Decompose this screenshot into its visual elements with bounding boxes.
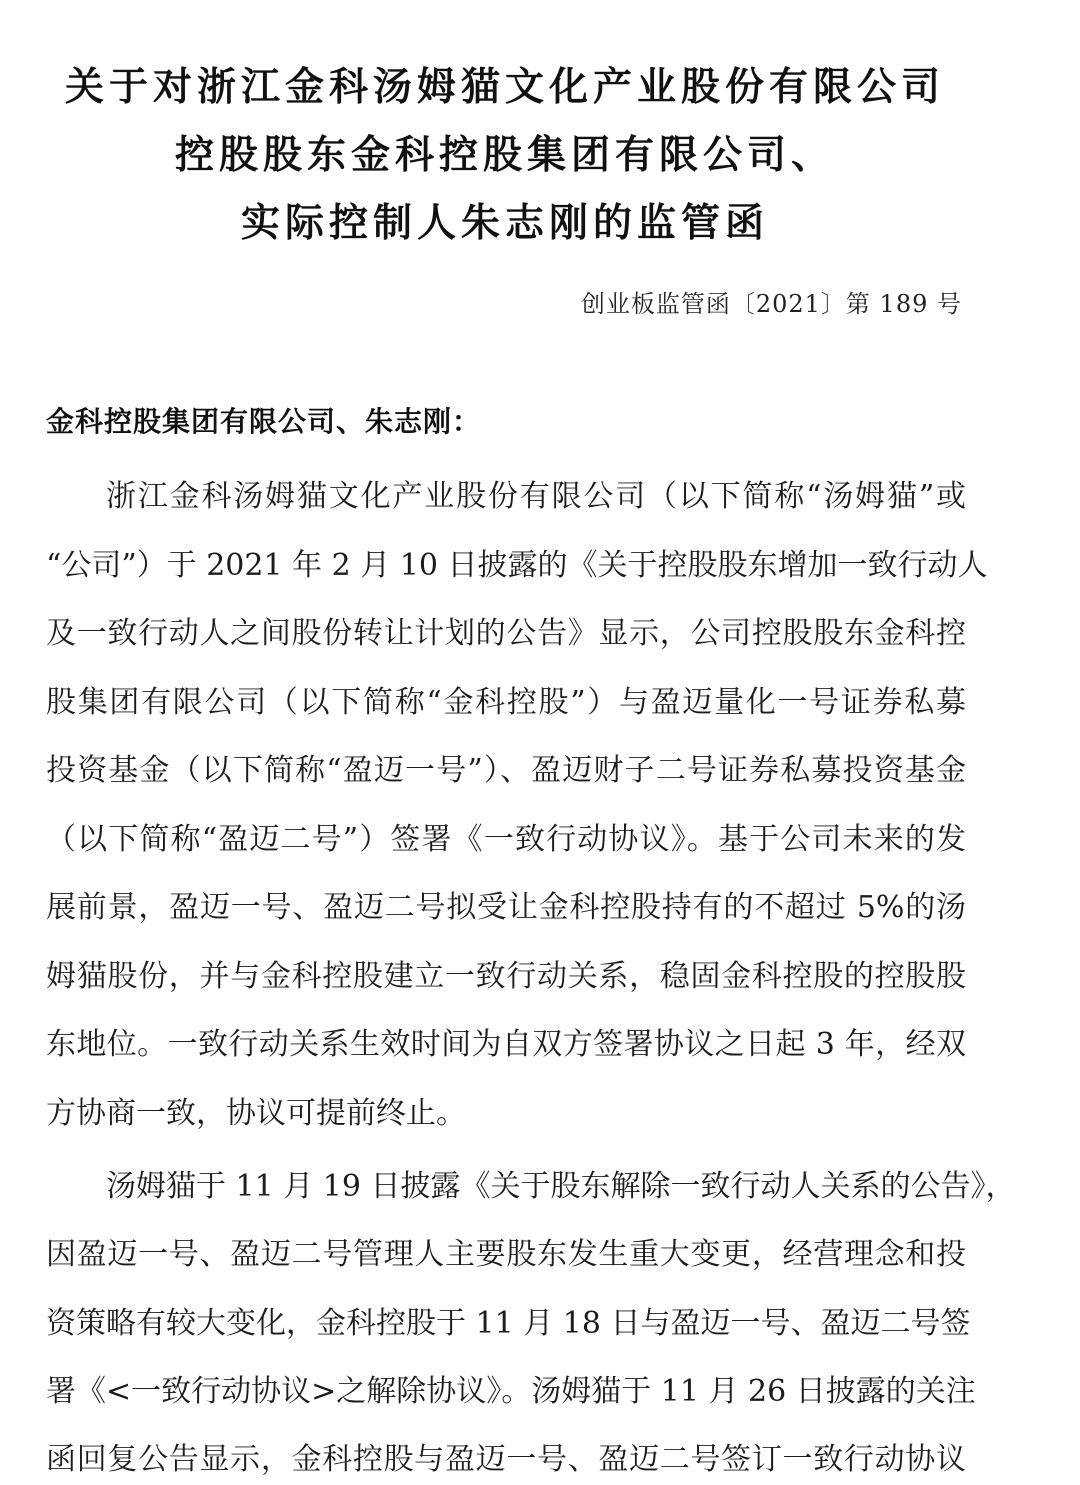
paragraph-2-line: 署《<一致行动协议>之解除协议》。汤姆猫于 11 月 26 日披露的关注 [46, 1374, 976, 1409]
document-title-line-1: 关于对浙江金科汤姆猫文化产业股份有限公司 [64, 65, 945, 110]
paragraph-1-line: 东地位。一致行动关系生效时间为自双方签署协议之日起 3 年，经双 [46, 1027, 966, 1062]
paragraph-2-line: 函回复公告显示，金科控股与盈迈一号、盈迈二号签订一致行动协议 [46, 1442, 966, 1477]
paragraph-1-line: 浙江金科汤姆猫文化产业股份有限公司（以下简称“汤姆猫”或 [106, 479, 966, 514]
document-title-line-3: 实际控制人朱志刚的监管函 [240, 201, 769, 246]
paragraph-1-line: “公司”）于 2021 年 2 月 10 日披露的《关于控股股东增加一致行动人 [46, 548, 988, 583]
paragraph-1-line: 展前景，盈迈一号、盈迈二号拟受让金科控股持有的不超过 5%的汤 [46, 890, 966, 925]
document-title-line-2: 控股股东金科控股集团有限公司、 [174, 133, 835, 178]
addressee: 金科控股集团有限公司、朱志刚： [46, 405, 482, 438]
paragraph-1-line: 及一致行动人之间股份转让计划的公告》显示，公司控股股东金科控 [46, 616, 966, 651]
paragraph-2-line: 资策略有较大变化，金科控股于 11 月 18 日与盈迈一号、盈迈二号签 [46, 1306, 971, 1341]
paragraph-1-line: （以下简称“盈迈二号”）签署《一致行动协议》。基于公司未来的发 [46, 822, 966, 857]
paragraph-1-line: 姆猫股份，并与金科控股建立一致行动关系，稳固金科控股的控股股 [46, 959, 966, 994]
paragraph-1-line: 投资基金（以下简称“盈迈一号”）、盈迈财子二号证券私募投资基金 [46, 753, 966, 788]
paragraph-1-line: 股集团有限公司（以下简称“金科控股”）与盈迈量化一号证券私募 [46, 685, 966, 720]
paragraph-1-line: 方协商一致，协议可提前终止。 [46, 1096, 466, 1131]
document-number: 创业板监管函〔2021〕第 189 号 [580, 290, 962, 318]
paragraph-2-line: 因盈迈一号、盈迈二号管理人主要股东发生重大变更，经营理念和投 [46, 1237, 966, 1272]
paragraph-2-line: 汤姆猫于 11 月 19 日披露《关于股东解除一致行动人关系的公告》， [106, 1169, 1016, 1204]
